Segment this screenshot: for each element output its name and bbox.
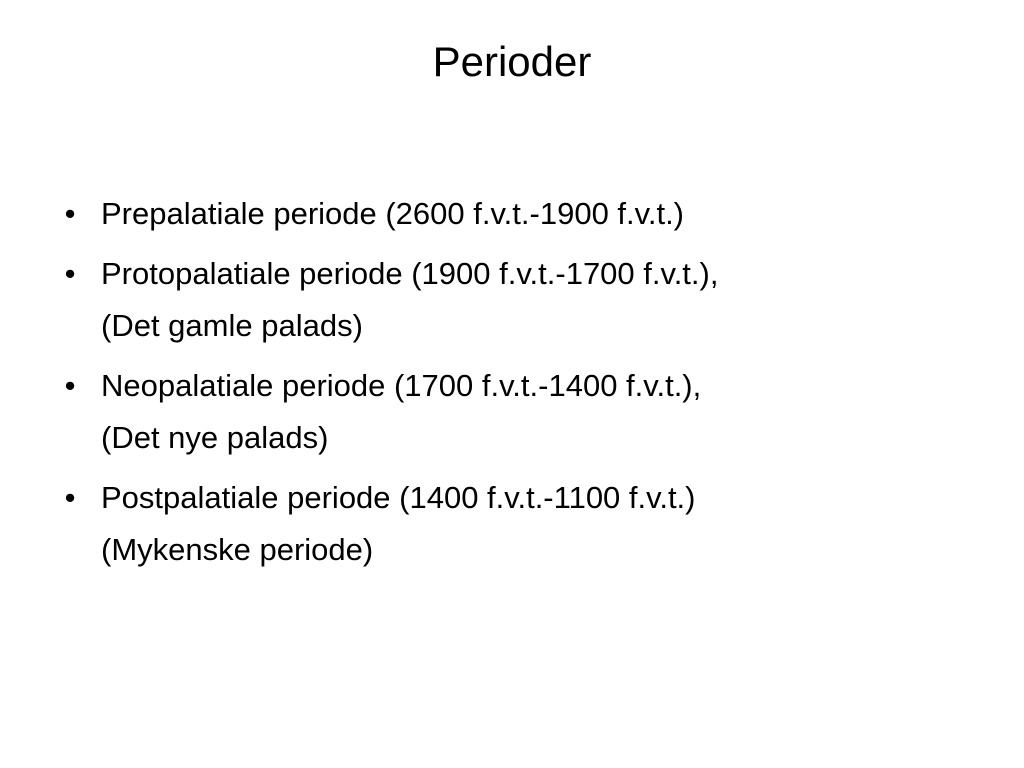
bullet-item-postpalatiale [56,472,976,576]
slide-title: Perioder [432,38,592,85]
bullet-dot-icon: • [64,368,76,403]
bullet-text-continuation: (Mykenske periode) [101,532,374,567]
bullet-dot-icon: • [64,256,76,291]
bullet-dot-icon: • [64,480,76,515]
bullet-item-prepalatiale [56,188,976,240]
bullet-item-neopalatiale [56,360,976,464]
bullet-list [56,188,976,584]
bullet-item-protopalatiale [56,248,976,352]
bullet-text: Prepalatiale periode (2600 f.v.t.-1900 f.v.t.) [101,196,685,231]
bullet-text-continuation: (Det nye palads) [101,420,329,455]
bullet-text-continuation: (Det gamle palads) [101,308,363,343]
bullet-text: Neopalatiale periode (1700 f.v.t.-1400 f.v.t.), [101,368,702,403]
bullet-text: Protopalatiale periode (1900 f.v.t.-1700 f.v.t.), [101,256,719,291]
bullet-text: Postpalatiale periode (1400 f.v.t.-1100 f.v.t.) [101,480,696,515]
bullet-dot-icon: • [64,196,76,231]
